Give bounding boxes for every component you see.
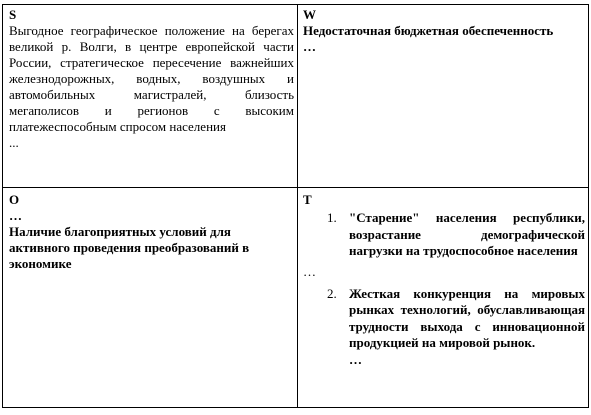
- opportunities-cell: [9, 192, 294, 272]
- weaknesses-ellipsis: …: [303, 39, 316, 54]
- weaknesses-letter: W: [303, 7, 316, 22]
- threat-text: Жесткая конкуренция на мировых рынках технологий, обуславливающая трудности выхода с инновационной продукцией на мировой рынок.: [349, 285, 585, 350]
- threat-number: 2.: [327, 285, 337, 301]
- threats-middle-ellipsis: …: [303, 263, 316, 279]
- threats-list: [303, 210, 585, 368]
- threat-number: 1.: [327, 210, 337, 225]
- weaknesses-text: Недостаточная бюджетная обеспеченность: [303, 23, 554, 38]
- strengths-text: Выгодное географическое положение на берегах великой р. Волги, в центре европейской части России, стратегическое пересечение важнейших железнодорожных, водных, воздушных и автомобильных магистралей, близость мегаполисов и регионов с высоким платежеспособным спросом населения: [9, 23, 294, 134]
- threats-end-ellipsis: …: [349, 351, 362, 367]
- strengths-ellipsis: ...: [9, 135, 19, 150]
- threats-cell: [303, 192, 585, 368]
- threat-text: "Старение" населения республики, возрастание демографической нагрузки на трудоспособное населения: [349, 210, 585, 258]
- horizontal-divider: [3, 187, 588, 188]
- threat-item: [303, 210, 585, 260]
- threat-item: [303, 286, 585, 352]
- vertical-divider: [297, 5, 298, 407]
- strengths-cell: [9, 7, 294, 151]
- opportunities-text: Наличие благоприятных условий для активного проведения преобразований в экономике: [9, 224, 250, 271]
- strengths-letter: S: [9, 7, 17, 22]
- threats-letter: T: [303, 192, 312, 207]
- swot-table: [2, 4, 589, 408]
- opportunities-letter: O: [9, 192, 20, 207]
- weaknesses-cell: [303, 7, 583, 55]
- opportunities-ellipsis: …: [9, 208, 22, 223]
